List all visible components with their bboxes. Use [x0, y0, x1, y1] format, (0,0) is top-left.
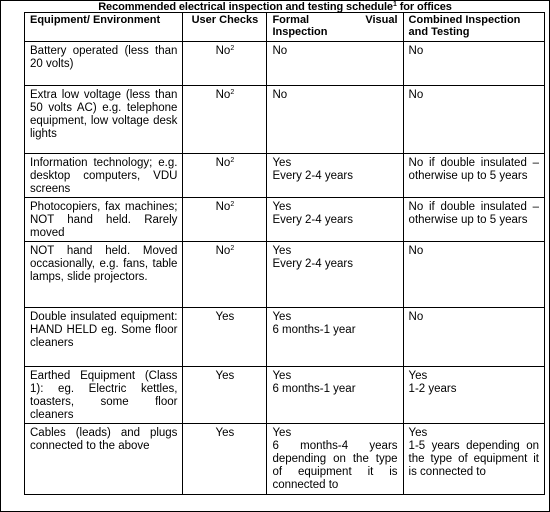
header-formal: Formal: [272, 14, 310, 26]
visual-frequency: Every 2-4 years: [272, 258, 353, 270]
table-row: [25, 424, 545, 495]
user-checks-value: No: [215, 157, 231, 169]
cell-environment: Battery operated (less than 20 volts): [25, 42, 183, 86]
cell-combined: No: [403, 308, 544, 367]
footnote-mark: 2: [230, 245, 235, 252]
cell-formal-visual: [267, 367, 403, 424]
visual-answer: Yes: [272, 370, 292, 382]
cell-user-checks: [183, 198, 267, 242]
visual-answer: Yes: [272, 157, 292, 169]
cell-environment: Earthed Equipment (Class 1): eg. Electric kettles, toasters, some floor cleaners: [25, 367, 183, 424]
visual-frequency: Every 2-4 years: [272, 214, 353, 226]
cell-formal-visual: [267, 154, 403, 198]
cell-combined: Yes 1-2 years: [403, 367, 544, 424]
cell-formal-visual: [267, 308, 403, 367]
table-row: [25, 198, 545, 242]
user-checks-value: No: [215, 45, 231, 57]
visual-answer: Yes: [272, 427, 292, 439]
inspection-schedule-table: [24, 12, 545, 495]
header-combined: Combined Inspection and Testing: [403, 13, 544, 42]
cell-environment: Extra low voltage (less than 50 volts AC) e.g. telephone equipment, low voltage desk lights: [25, 86, 183, 154]
footnote-mark: 2: [230, 45, 235, 52]
cell-user-checks: [183, 308, 267, 367]
header-formal-visual: [267, 13, 403, 42]
visual-answer: Yes: [272, 311, 292, 323]
cell-environment: NOT hand held. Moved occasionally, e.g. fans, table lamps, slide projectors.: [25, 242, 183, 308]
cell-user-checks: [183, 367, 267, 424]
footnote-mark: 2: [230, 89, 235, 96]
footnote-mark: 2: [230, 157, 235, 164]
header-inspection: Inspection: [272, 26, 328, 38]
header-environment: Equipment/ Environment: [25, 13, 183, 42]
header-user-checks: User Checks: [183, 13, 267, 42]
title-text: Recommended electrical inspection and testing schedule: [98, 1, 393, 13]
footnote-mark: 2: [230, 201, 235, 208]
cell-environment: Information technology; e.g. desktop computers, VDU screens: [25, 154, 183, 198]
cell-combined: No if double insulated – otherwise up to 5 years: [403, 198, 544, 242]
cell-formal-visual: [267, 42, 403, 86]
cell-combined: No: [403, 242, 544, 308]
user-checks-value: Yes: [215, 311, 235, 323]
table-row: [25, 42, 545, 86]
table-body: [25, 42, 545, 495]
visual-answer: No: [272, 89, 288, 101]
table-row: [25, 86, 545, 154]
cell-formal-visual: [267, 86, 403, 154]
visual-answer: No: [272, 45, 288, 57]
visual-frequency: 6 months-1 year: [272, 324, 356, 336]
cell-user-checks: [183, 42, 267, 86]
cell-combined: No if double insulated – otherwise up to 5 years: [403, 154, 544, 198]
user-checks-value: No: [215, 89, 231, 101]
header-row: [25, 13, 545, 42]
cell-user-checks: [183, 154, 267, 198]
user-checks-value: Yes: [215, 427, 235, 439]
visual-answer: Yes: [272, 201, 292, 213]
cell-environment: Photocopiers, fax machines; NOT hand held. Rarely moved: [25, 198, 183, 242]
cell-combined: No: [403, 86, 544, 154]
header-visual: Visual: [365, 14, 398, 26]
cell-user-checks: [183, 424, 267, 495]
cell-formal-visual: [267, 424, 403, 495]
visual-frequency: 6 months-1 year: [272, 383, 356, 395]
visual-frequency: Every 2-4 years: [272, 170, 353, 182]
table-row: [25, 308, 545, 367]
table-row: [25, 367, 545, 424]
cell-formal-visual: [267, 242, 403, 308]
title-footnote-mark: 1: [392, 1, 397, 8]
visual-frequency: 6 months-4 years depending on the type of equipment it is connected to: [272, 440, 398, 491]
cell-environment: Cables (leads) and plugs connected to the above: [25, 424, 183, 495]
table-row: [25, 242, 545, 308]
cell-user-checks: [183, 86, 267, 154]
cell-combined: No: [403, 42, 544, 86]
cell-formal-visual: [267, 198, 403, 242]
cell-combined: Yes 1-5 years depending on the type of equipment it is connected to: [403, 424, 544, 495]
user-checks-value: No: [215, 201, 231, 213]
user-checks-value: Yes: [215, 370, 235, 382]
cell-user-checks: [183, 242, 267, 308]
title-suffix: for offices: [396, 1, 452, 13]
user-checks-value: No: [215, 245, 231, 257]
table-row: [25, 154, 545, 198]
cell-environment: Double insulated equipment: HAND HELD eg. Some floor cleaners: [25, 308, 183, 367]
visual-answer: Yes: [272, 245, 292, 257]
